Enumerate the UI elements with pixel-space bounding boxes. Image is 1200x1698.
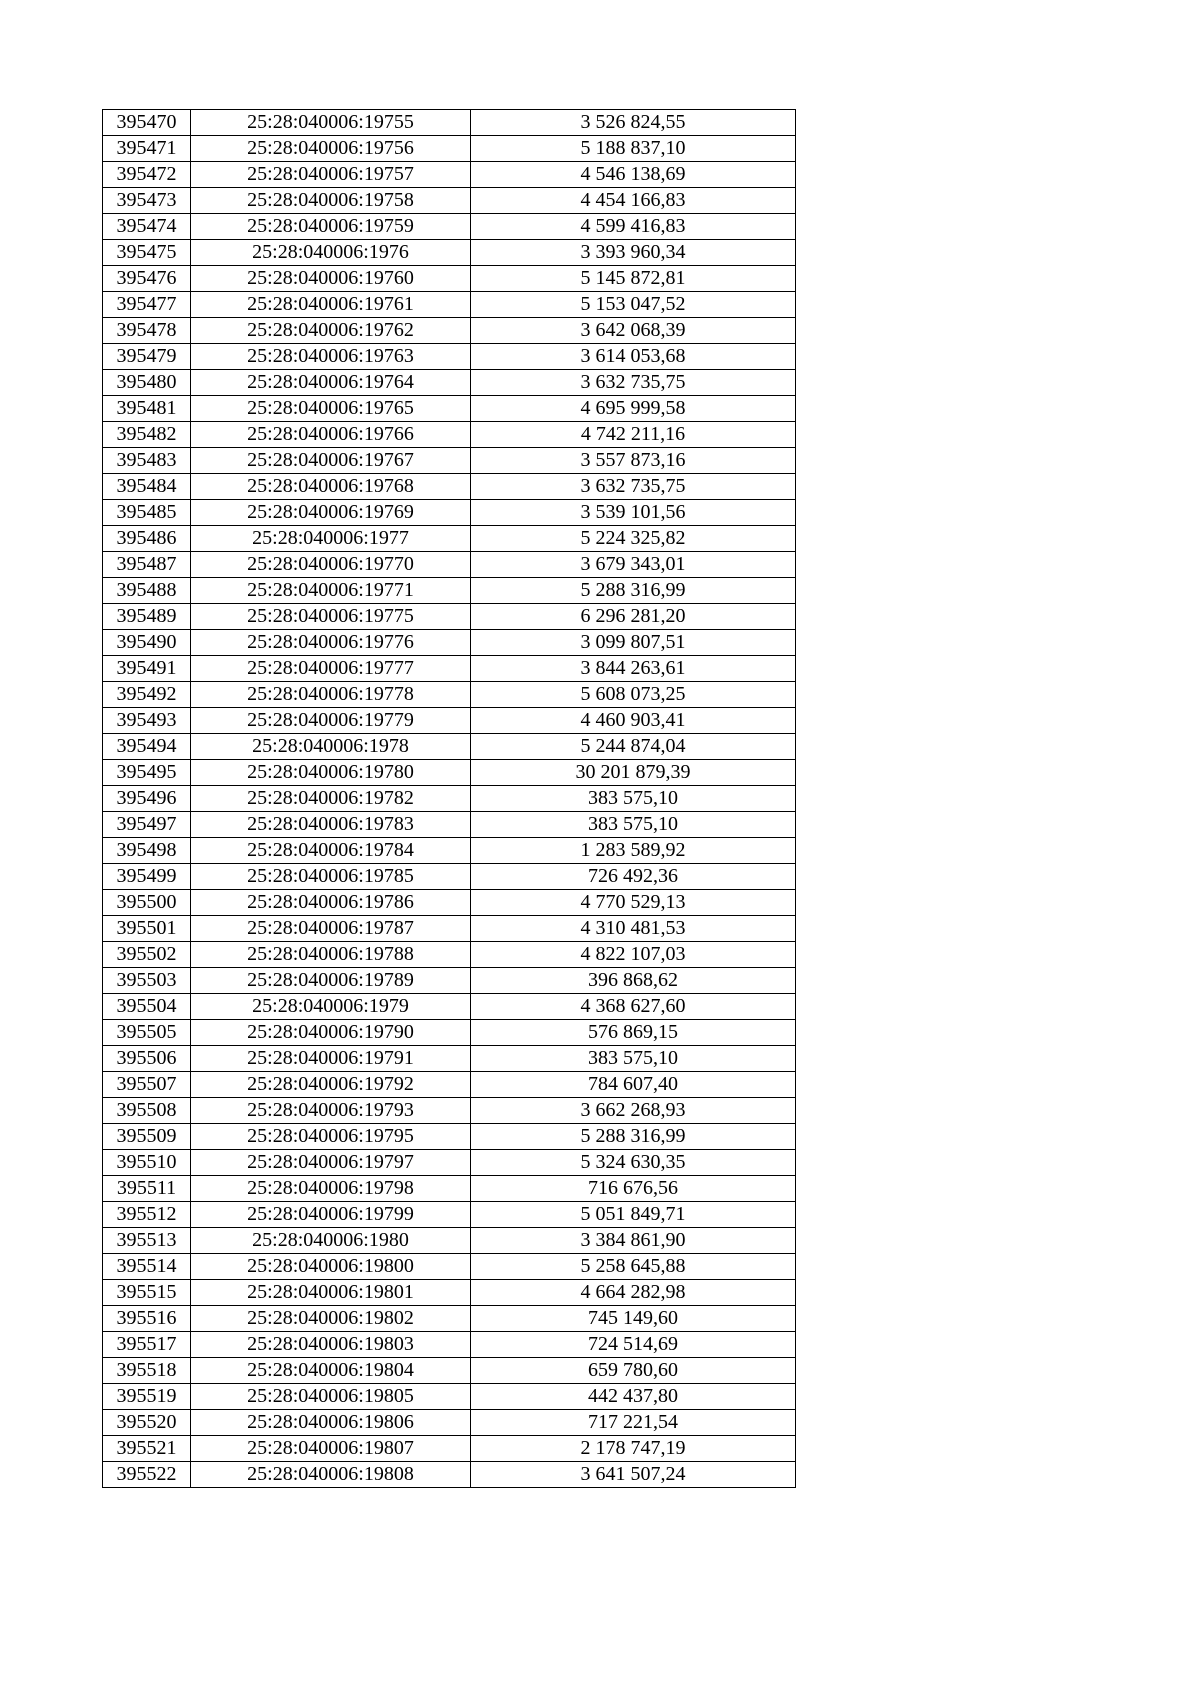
row-number-cell: 395470 bbox=[103, 110, 191, 136]
cadastral-number-cell: 25:28:040006:19803 bbox=[191, 1332, 471, 1358]
cadastral-number-cell: 25:28:040006:19782 bbox=[191, 786, 471, 812]
cadastral-value-cell: 30 201 879,39 bbox=[471, 760, 796, 786]
cadastral-value-cell: 442 437,80 bbox=[471, 1384, 796, 1410]
cadastral-value-cell: 3 384 861,90 bbox=[471, 1228, 796, 1254]
row-number-cell: 395505 bbox=[103, 1020, 191, 1046]
table-row bbox=[103, 994, 796, 1020]
cadastral-value-cell: 716 676,56 bbox=[471, 1176, 796, 1202]
cadastral-number-cell: 25:28:040006:19802 bbox=[191, 1306, 471, 1332]
cadastral-number-cell: 25:28:040006:19780 bbox=[191, 760, 471, 786]
cadastral-number-cell: 25:28:040006:19765 bbox=[191, 396, 471, 422]
cadastral-number-cell: 25:28:040006:19806 bbox=[191, 1410, 471, 1436]
cadastral-value-cell: 1 283 589,92 bbox=[471, 838, 796, 864]
row-number-cell: 395512 bbox=[103, 1202, 191, 1228]
row-number-cell: 395507 bbox=[103, 1072, 191, 1098]
table-row bbox=[103, 1124, 796, 1150]
row-number-cell: 395491 bbox=[103, 656, 191, 682]
table-row bbox=[103, 292, 796, 318]
row-number-cell: 395476 bbox=[103, 266, 191, 292]
row-number-cell: 395522 bbox=[103, 1462, 191, 1488]
cadastral-value-cell: 383 575,10 bbox=[471, 786, 796, 812]
row-number-cell: 395489 bbox=[103, 604, 191, 630]
cadastral-number-cell: 25:28:040006:19799 bbox=[191, 1202, 471, 1228]
row-number-cell: 395498 bbox=[103, 838, 191, 864]
cadastral-value-cell: 724 514,69 bbox=[471, 1332, 796, 1358]
row-number-cell: 395515 bbox=[103, 1280, 191, 1306]
cadastral-number-cell: 25:28:040006:19798 bbox=[191, 1176, 471, 1202]
cadastral-number-cell: 25:28:040006:19762 bbox=[191, 318, 471, 344]
cadastral-number-cell: 25:28:040006:19786 bbox=[191, 890, 471, 916]
row-number-cell: 395473 bbox=[103, 188, 191, 214]
table-row bbox=[103, 344, 796, 370]
cadastral-number-cell: 25:28:040006:19763 bbox=[191, 344, 471, 370]
cadastral-number-cell: 25:28:040006:19778 bbox=[191, 682, 471, 708]
cadastral-number-cell: 25:28:040006:19790 bbox=[191, 1020, 471, 1046]
cadastral-value-cell: 383 575,10 bbox=[471, 812, 796, 838]
table-row bbox=[103, 1046, 796, 1072]
table-row bbox=[103, 214, 796, 240]
cadastral-value-cell: 4 454 166,83 bbox=[471, 188, 796, 214]
cadastral-number-cell: 25:28:040006:19759 bbox=[191, 214, 471, 240]
row-number-cell: 395516 bbox=[103, 1306, 191, 1332]
row-number-cell: 395490 bbox=[103, 630, 191, 656]
cadastral-number-cell: 25:28:040006:19768 bbox=[191, 474, 471, 500]
cadastral-value-cell: 3 632 735,75 bbox=[471, 474, 796, 500]
row-number-cell: 395486 bbox=[103, 526, 191, 552]
cadastral-number-cell: 25:28:040006:19800 bbox=[191, 1254, 471, 1280]
row-number-cell: 395487 bbox=[103, 552, 191, 578]
cadastral-number-cell: 25:28:040006:19785 bbox=[191, 864, 471, 890]
cadastral-value-cell: 383 575,10 bbox=[471, 1046, 796, 1072]
row-number-cell: 395510 bbox=[103, 1150, 191, 1176]
table-row bbox=[103, 1332, 796, 1358]
cadastral-value-cell: 3 642 068,39 bbox=[471, 318, 796, 344]
table-row bbox=[103, 136, 796, 162]
row-number-cell: 395500 bbox=[103, 890, 191, 916]
cadastral-number-cell: 25:28:040006:19784 bbox=[191, 838, 471, 864]
cadastral-value-cell: 3 557 873,16 bbox=[471, 448, 796, 474]
cadastral-value-cell: 5 153 047,52 bbox=[471, 292, 796, 318]
row-number-cell: 395483 bbox=[103, 448, 191, 474]
table-row bbox=[103, 1228, 796, 1254]
table-row bbox=[103, 812, 796, 838]
cadastral-value-cell: 5 608 073,25 bbox=[471, 682, 796, 708]
table-row bbox=[103, 396, 796, 422]
table-row bbox=[103, 1254, 796, 1280]
cadastral-number-cell: 25:28:040006:19771 bbox=[191, 578, 471, 604]
cadastral-value-cell: 6 296 281,20 bbox=[471, 604, 796, 630]
table-row bbox=[103, 500, 796, 526]
table-row bbox=[103, 1306, 796, 1332]
cadastral-number-cell: 25:28:040006:19795 bbox=[191, 1124, 471, 1150]
cadastral-number-cell: 25:28:040006:19788 bbox=[191, 942, 471, 968]
cadastral-number-cell: 25:28:040006:19787 bbox=[191, 916, 471, 942]
row-number-cell: 395506 bbox=[103, 1046, 191, 1072]
row-number-cell: 395514 bbox=[103, 1254, 191, 1280]
cadastral-number-cell: 25:28:040006:1979 bbox=[191, 994, 471, 1020]
cadastral-value-cell: 2 178 747,19 bbox=[471, 1436, 796, 1462]
cadastral-value-cell: 5 288 316,99 bbox=[471, 1124, 796, 1150]
row-number-cell: 395521 bbox=[103, 1436, 191, 1462]
cadastral-value-cell: 3 526 824,55 bbox=[471, 110, 796, 136]
row-number-cell: 395479 bbox=[103, 344, 191, 370]
cadastral-value-cell: 4 368 627,60 bbox=[471, 994, 796, 1020]
table-row bbox=[103, 1280, 796, 1306]
table-row bbox=[103, 1358, 796, 1384]
table-row bbox=[103, 1072, 796, 1098]
table-row bbox=[103, 448, 796, 474]
cadastral-value-cell: 726 492,36 bbox=[471, 864, 796, 890]
row-number-cell: 395511 bbox=[103, 1176, 191, 1202]
cadastral-value-cell: 745 149,60 bbox=[471, 1306, 796, 1332]
table-row bbox=[103, 682, 796, 708]
cadastral-value-cell: 3 539 101,56 bbox=[471, 500, 796, 526]
cadastral-number-cell: 25:28:040006:19777 bbox=[191, 656, 471, 682]
cadastral-value-cell: 3 662 268,93 bbox=[471, 1098, 796, 1124]
cadastral-value-cell: 4 664 282,98 bbox=[471, 1280, 796, 1306]
table-row bbox=[103, 1436, 796, 1462]
table-row bbox=[103, 942, 796, 968]
row-number-cell: 395475 bbox=[103, 240, 191, 266]
cadastral-number-cell: 25:28:040006:19783 bbox=[191, 812, 471, 838]
cadastral-value-cell: 4 460 903,41 bbox=[471, 708, 796, 734]
cadastral-value-cell: 5 258 645,88 bbox=[471, 1254, 796, 1280]
cadastral-value-cell: 4 742 211,16 bbox=[471, 422, 796, 448]
cadastral-value-cell: 5 244 874,04 bbox=[471, 734, 796, 760]
cadastral-number-cell: 25:28:040006:1978 bbox=[191, 734, 471, 760]
table-row bbox=[103, 786, 796, 812]
row-number-cell: 395497 bbox=[103, 812, 191, 838]
cadastral-value-cell: 5 188 837,10 bbox=[471, 136, 796, 162]
table-row bbox=[103, 760, 796, 786]
row-number-cell: 395482 bbox=[103, 422, 191, 448]
table-row bbox=[103, 266, 796, 292]
cadastral-number-cell: 25:28:040006:19801 bbox=[191, 1280, 471, 1306]
cadastral-number-cell: 25:28:040006:19766 bbox=[191, 422, 471, 448]
row-number-cell: 395503 bbox=[103, 968, 191, 994]
cadastral-value-cell: 3 099 807,51 bbox=[471, 630, 796, 656]
table-row bbox=[103, 656, 796, 682]
row-number-cell: 395493 bbox=[103, 708, 191, 734]
table-row bbox=[103, 604, 796, 630]
table-row bbox=[103, 370, 796, 396]
cadastral-number-cell: 25:28:040006:1977 bbox=[191, 526, 471, 552]
cadastral-number-cell: 25:28:040006:19775 bbox=[191, 604, 471, 630]
cadastral-value-cell: 3 393 960,34 bbox=[471, 240, 796, 266]
row-number-cell: 395495 bbox=[103, 760, 191, 786]
table-row bbox=[103, 240, 796, 266]
row-number-cell: 395494 bbox=[103, 734, 191, 760]
cadastral-number-cell: 25:28:040006:19767 bbox=[191, 448, 471, 474]
table-row bbox=[103, 110, 796, 136]
table-row bbox=[103, 864, 796, 890]
table-row bbox=[103, 552, 796, 578]
row-number-cell: 395474 bbox=[103, 214, 191, 240]
cadastral-value-cell: 4 599 416,83 bbox=[471, 214, 796, 240]
cadastral-value-cell: 5 224 325,82 bbox=[471, 526, 796, 552]
row-number-cell: 395509 bbox=[103, 1124, 191, 1150]
cadastral-value-cell: 4 310 481,53 bbox=[471, 916, 796, 942]
cadastral-value-cell: 576 869,15 bbox=[471, 1020, 796, 1046]
cadastral-number-cell: 25:28:040006:19755 bbox=[191, 110, 471, 136]
row-number-cell: 395519 bbox=[103, 1384, 191, 1410]
row-number-cell: 395502 bbox=[103, 942, 191, 968]
row-number-cell: 395472 bbox=[103, 162, 191, 188]
table-row bbox=[103, 318, 796, 344]
cadastral-number-cell: 25:28:040006:19804 bbox=[191, 1358, 471, 1384]
table-row bbox=[103, 734, 796, 760]
cadastral-value-table bbox=[102, 109, 796, 1488]
cadastral-number-cell: 25:28:040006:19805 bbox=[191, 1384, 471, 1410]
table-row bbox=[103, 1410, 796, 1436]
cadastral-number-cell: 25:28:040006:19793 bbox=[191, 1098, 471, 1124]
cadastral-number-cell: 25:28:040006:1976 bbox=[191, 240, 471, 266]
row-number-cell: 395488 bbox=[103, 578, 191, 604]
cadastral-number-cell: 25:28:040006:19776 bbox=[191, 630, 471, 656]
cadastral-value-cell: 784 607,40 bbox=[471, 1072, 796, 1098]
cadastral-number-cell: 25:28:040006:19757 bbox=[191, 162, 471, 188]
row-number-cell: 395499 bbox=[103, 864, 191, 890]
table-row bbox=[103, 474, 796, 500]
table-row bbox=[103, 838, 796, 864]
row-number-cell: 395480 bbox=[103, 370, 191, 396]
table-row bbox=[103, 188, 796, 214]
cadastral-value-cell: 659 780,60 bbox=[471, 1358, 796, 1384]
row-number-cell: 395501 bbox=[103, 916, 191, 942]
cadastral-value-cell: 396 868,62 bbox=[471, 968, 796, 994]
table-row bbox=[103, 578, 796, 604]
cadastral-number-cell: 25:28:040006:19808 bbox=[191, 1462, 471, 1488]
cadastral-number-cell: 25:28:040006:19779 bbox=[191, 708, 471, 734]
row-number-cell: 395477 bbox=[103, 292, 191, 318]
cadastral-number-cell: 25:28:040006:19792 bbox=[191, 1072, 471, 1098]
cadastral-number-cell: 25:28:040006:19789 bbox=[191, 968, 471, 994]
row-number-cell: 395481 bbox=[103, 396, 191, 422]
cadastral-number-cell: 25:28:040006:19761 bbox=[191, 292, 471, 318]
cadastral-value-cell: 5 145 872,81 bbox=[471, 266, 796, 292]
table-row bbox=[103, 162, 796, 188]
cadastral-value-cell: 4 695 999,58 bbox=[471, 396, 796, 422]
row-number-cell: 395485 bbox=[103, 500, 191, 526]
cadastral-value-cell: 3 641 507,24 bbox=[471, 1462, 796, 1488]
row-number-cell: 395484 bbox=[103, 474, 191, 500]
cadastral-number-cell: 25:28:040006:19758 bbox=[191, 188, 471, 214]
cadastral-value-cell: 4 546 138,69 bbox=[471, 162, 796, 188]
row-number-cell: 395520 bbox=[103, 1410, 191, 1436]
cadastral-value-cell: 3 632 735,75 bbox=[471, 370, 796, 396]
table-row bbox=[103, 890, 796, 916]
cadastral-number-cell: 25:28:040006:19764 bbox=[191, 370, 471, 396]
cadastral-number-cell: 25:28:040006:19797 bbox=[191, 1150, 471, 1176]
cadastral-value-cell: 3 844 263,61 bbox=[471, 656, 796, 682]
cadastral-number-cell: 25:28:040006:1980 bbox=[191, 1228, 471, 1254]
cadastral-value-cell: 717 221,54 bbox=[471, 1410, 796, 1436]
table-body bbox=[103, 110, 796, 1488]
row-number-cell: 395517 bbox=[103, 1332, 191, 1358]
cadastral-number-cell: 25:28:040006:19770 bbox=[191, 552, 471, 578]
table-row bbox=[103, 1202, 796, 1228]
row-number-cell: 395504 bbox=[103, 994, 191, 1020]
table-row bbox=[103, 1384, 796, 1410]
cadastral-value-cell: 3 614 053,68 bbox=[471, 344, 796, 370]
cadastral-number-cell: 25:28:040006:19756 bbox=[191, 136, 471, 162]
table-row bbox=[103, 1098, 796, 1124]
cadastral-value-cell: 4 770 529,13 bbox=[471, 890, 796, 916]
row-number-cell: 395478 bbox=[103, 318, 191, 344]
table-row bbox=[103, 1462, 796, 1488]
cadastral-value-cell: 3 679 343,01 bbox=[471, 552, 796, 578]
table-row bbox=[103, 1176, 796, 1202]
cadastral-value-cell: 4 822 107,03 bbox=[471, 942, 796, 968]
cadastral-number-cell: 25:28:040006:19769 bbox=[191, 500, 471, 526]
cadastral-value-cell: 5 288 316,99 bbox=[471, 578, 796, 604]
cadastral-number-cell: 25:28:040006:19791 bbox=[191, 1046, 471, 1072]
row-number-cell: 395496 bbox=[103, 786, 191, 812]
table-row bbox=[103, 630, 796, 656]
row-number-cell: 395492 bbox=[103, 682, 191, 708]
row-number-cell: 395508 bbox=[103, 1098, 191, 1124]
table-row bbox=[103, 968, 796, 994]
table-row bbox=[103, 708, 796, 734]
cadastral-number-cell: 25:28:040006:19807 bbox=[191, 1436, 471, 1462]
row-number-cell: 395518 bbox=[103, 1358, 191, 1384]
cadastral-value-cell: 5 051 849,71 bbox=[471, 1202, 796, 1228]
row-number-cell: 395513 bbox=[103, 1228, 191, 1254]
table-row bbox=[103, 1020, 796, 1046]
cadastral-number-cell: 25:28:040006:19760 bbox=[191, 266, 471, 292]
cadastral-value-cell: 5 324 630,35 bbox=[471, 1150, 796, 1176]
table-row bbox=[103, 526, 796, 552]
table-row bbox=[103, 1150, 796, 1176]
table-row bbox=[103, 916, 796, 942]
row-number-cell: 395471 bbox=[103, 136, 191, 162]
table-row bbox=[103, 422, 796, 448]
